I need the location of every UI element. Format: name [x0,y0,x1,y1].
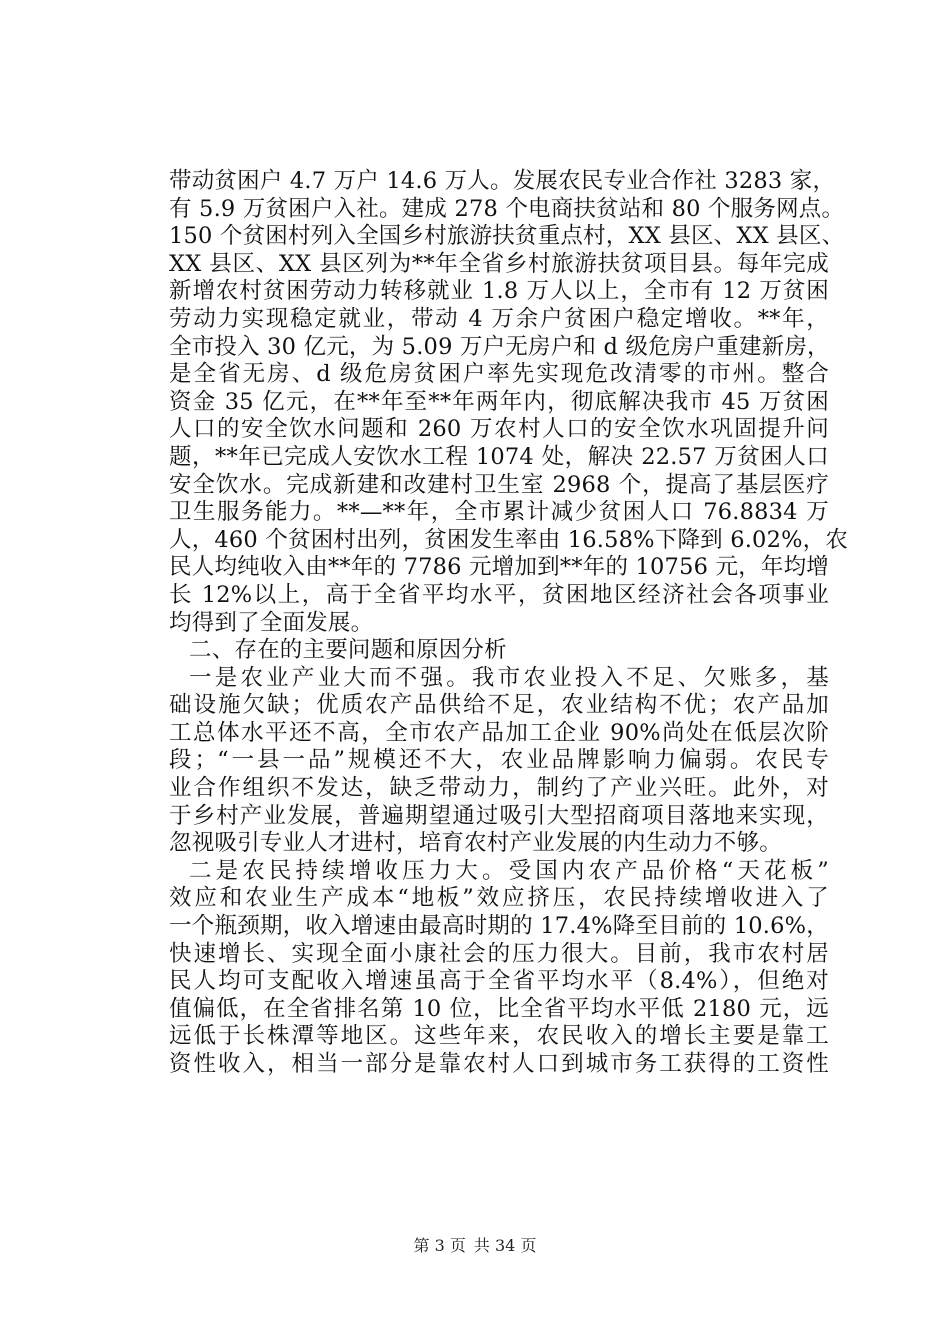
text-line: 有 5.9 万贫困户入社。建成 278 个电商扶贫站和 80 个服务网点。 [169,195,845,222]
text-line: 远低于长株潭等地区。这些年来，农民收入的增长主要是靠工 [169,1023,829,1050]
text-line: 值偏低，在全省排名第 10 位，比全省平均水平低 2180 元，远 [169,995,829,1022]
text-line: 民人均可支配收入增速虽高于全省平均水平（8.4%），但绝对 [169,968,829,995]
text-line: 新增农村贫困劳动力转移就业 1.8 万人以上，全市有 12 万贫困 [169,278,829,305]
text-line: 资金 35 亿元，在**年至**年两年内，彻底解决我市 45 万贫困 [169,388,829,415]
text-line: 长 12%以上，高于全省平均水平，贫困地区经济社会各项事业 [169,581,829,608]
page-number: 第 3 页 [413,1236,466,1255]
text-line: 人，460 个贫困村出列，贫困发生率由 16.58%下降到 6.02%，农 [169,526,849,553]
text-line: XX 县区、XX 县区列为**年全省乡村旅游扶贫项目县。每年完成 [169,250,829,277]
page-footer [0,1236,950,1256]
text-line: 带动贫困户 4.7 万户 14.6 万人。发展农民专业合作社 3283 家， [169,168,836,194]
text-line: 忽视吸引专业人才进村，培育农村产业发展的内生动力不够。 [169,830,782,857]
text-line: 150 个贫困村列入全国乡村旅游扶贫重点村，XX 县区、XX 县区、 [169,223,845,250]
text-line: 劳动力实现稳定就业，带动 4 万余户贫困户稳定增收。**年， [169,305,829,332]
document-body [169,168,849,1079]
text-line: 一是农业产业大而不强。我市农业投入不足、欠账多，基 [189,664,829,691]
text-line: 是全省无房、d 级危房贫困户率先实现危改清零的市州。整合 [169,361,830,388]
text-line: 民人均纯收入由**年的 7786 元增加到**年的 10756 元，年均增 [169,554,829,581]
text-line: 全市投入 30 亿元，为 5.09 万户无房户和 d 级危房户重建新房， [169,333,830,360]
text-line: 效应和农业生产成本“地板”效应挤压，农民持续增收进入了 [169,885,829,912]
text-line: 段；“一县一品”规模还不大，农业品牌影响力偏弱。农民专 [169,747,829,774]
text-line: 人口的安全饮水问题和 260 万农村人口的安全饮水巩固提升问 [169,416,829,443]
text-line: 快速增长、实现全面小康社会的压力很大。目前，我市农村居 [169,940,829,967]
text-line: 工总体水平还不高，全市农产品加工企业 90%尚处在低层次阶 [169,719,829,746]
section-heading: 二、存在的主要问题和原因分析 [189,637,507,664]
text-line: 均得到了全面发展。 [169,609,374,636]
text-line: 题，**年已完成人安饮水工程 1074 处，解决 22.57 万贫困人口 [169,443,829,470]
text-line: 业合作组织不发达，缺乏带动力，制约了产业兴旺。此外，对 [169,775,829,802]
text-line: 二是农民持续增收压力大。受国内农产品价格“天花板” [189,857,829,884]
page-total: 共 34 页 [473,1236,537,1255]
text-line: 于乡村产业发展，普遍期望通过吸引大型招商项目落地来实现， [169,802,829,829]
text-line: 卫生服务能力。**—**年，全市累计减少贫困人口 76.8834 万 [169,499,829,526]
text-line: 安全饮水。完成新建和改建村卫生室 2968 个，提高了基层医疗 [169,471,829,498]
text-line: 资性收入，相当一部分是靠农村人口到城市务工获得的工资性 [169,1051,829,1077]
text-line: 一个瓶颈期，收入增速由最高时期的 17.4%降至目前的 10.6%， [169,913,829,940]
text-line: 础设施欠缺；优质农产品供给不足，农业结构不优；农产品加 [169,692,829,719]
